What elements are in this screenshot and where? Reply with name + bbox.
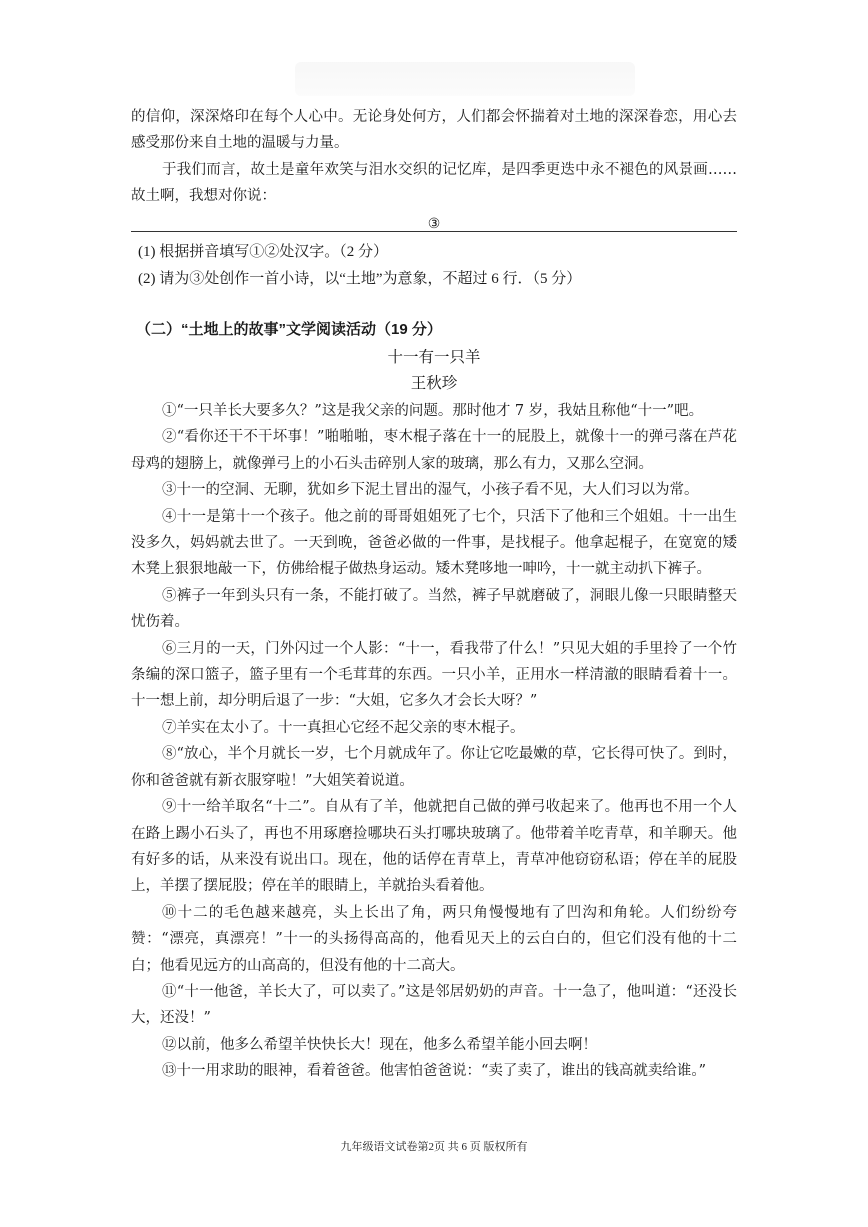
- intro-line-1: 的信仰，深深烙印在每个人心中。无论身处何方，人们都会怀揣着对土地的深深眷恋，用心去感受那份来自土地的温暖与力量。: [131, 109, 737, 151]
- story-paragraph: ④十一是第十一个孩子。他之前的哥哥姐姐死了七个，只活下了他和三个姐姐。十一出生没多久，妈妈就去世了。一天到晚，爸爸必做的一件事，是找棍子。他拿起棍子，在宽宽的矮木凳上狠狠地敲一下，仿佛给棍子做热身运动。矮木凳哆地一呻吟，十一就主动扒下裤子。: [131, 508, 737, 578]
- intro-text: [131, 104, 737, 209]
- story-title: 十一有一只羊: [387, 348, 481, 366]
- section-heading: （二）“土地上的故事”文学阅读活动（19 分）: [136, 321, 442, 338]
- story-paragraph: ⑩十二的毛色越来越亮，头上长出了角，两只角慢慢地有了凹沟和角轮。人们纷纷夸赞：“漂亮，真漂亮！”十一的头扬得高高的，他看见天上的云白白的，但它们没有他的十二白；他看见远方的山高高的，但没有他的十二高大。: [131, 904, 737, 974]
- story-paragraph: ⑬十一用求助的眼神，看着爸爸。他害怕爸爸说：“卖了卖了，谁出的钱高就卖给谁。”: [162, 1063, 707, 1080]
- scan-smudge: [295, 62, 635, 96]
- blank-marker: ③: [427, 216, 441, 232]
- story-paragraph: ⑪“十一他爸，羊长大了，可以卖了。”这是邻居奶奶的声音。十一急了，他叫道：“还没长大，还没！”: [131, 983, 737, 1027]
- story-paragraph: ⑧“放心，半个月就长一岁，七个月就成年了。你让它吃最嫩的草，它长得可快了。到时，你和爸爸就有新衣服穿啦！”大姐笑着说道。: [131, 746, 737, 789]
- question-1: (1) 根据拼音填写①②处汉字。（2 分）: [138, 244, 388, 260]
- story-author: 王秋珍: [410, 374, 458, 392]
- story-paragraph: ⑦羊实在太小了。十一真担心它经不起父亲的枣木棍子。: [162, 719, 525, 736]
- story-paragraph: ②“看你还干不干坏事！”啪啪啪，枣木棍子落在十一的屁股上，就像十一的弹弓落在芦花母鸡的翅膀上，就像弹弓上的小石头击碎别人家的玻璃，那么有力，又那么空洞。: [131, 429, 737, 472]
- story-paragraph: ⑨十一给羊取名“十二”。自从有了羊，他就把自己做的弹弓收起来了。他再也不用一个人在路上踢小石头了，再也不用琢磨捡哪块石头打哪块玻璃了。他带着羊吃青草，和羊聊天。他有好多的话，从来没有说出口。现在，他的话停在青草上，青草冲他窃窃私语；停在羊的屁股上，羊摆了摆屁股；停在羊的眼睛上，羊就抬头看着他。: [131, 799, 737, 895]
- intro-line-2: 于我们而言，故土是童年欢笑与泪水交织的记忆库，是四季更迭中永不褪色的风景画……故土啊，我想对你说：: [131, 162, 737, 204]
- question-2: (2) 请为③处创作一首小诗，以“土地”为意象，不超过 6 行．（5 分）: [138, 271, 582, 287]
- story-paragraph: ⑤裤子一年到头只有一条，不能打破了。当然，裤子早就磨破了，洞眼儿像一只眼睛整天忧伤着。: [131, 587, 737, 631]
- story-paragraph: ⑫以前，他多么希望羊快快长大！现在，他多么希望羊能小回去啊！: [162, 1036, 597, 1053]
- story-paragraph: ①“一只羊长大要多久？”这是我父亲的问题。那时他才 7 岁，我姑且称他“十一”吧。: [162, 403, 704, 419]
- story-paragraph: ③十一的空洞、无聊，犹如乡下泥土冒出的湿气，小孩子看不见，大人们习以为常。: [162, 482, 699, 499]
- page-footer: 九年级语文试卷第2页 共 6 页 版权所有: [340, 1141, 528, 1153]
- story-paragraph: ⑥三月的一天，门外闪过一个人影：“十一，看我带了什么！”只见大姐的手里拎了一个竹条编的深口篮子，篮子里有一个毛茸茸的东西。一只小羊，正用水一样清澈的眼睛看着十一。十一想上前，却分明后退了一步：“大姐，它多久才会长大呀？”: [131, 640, 737, 710]
- story-body: [131, 398, 737, 1085]
- answer-line: [131, 231, 737, 232]
